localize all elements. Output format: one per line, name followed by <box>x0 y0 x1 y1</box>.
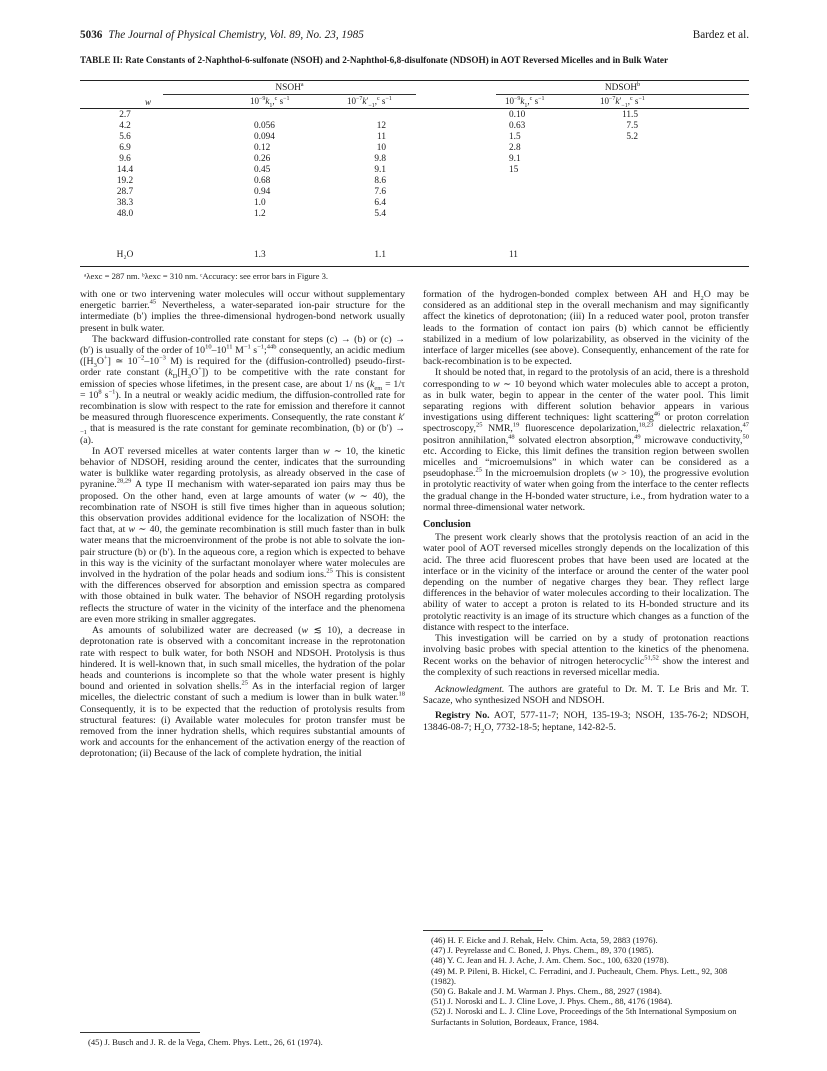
cell-ndsoh-k1: 11 <box>509 250 518 260</box>
cell-w: 9.6 <box>119 154 131 164</box>
ndsoh-group-header: NDSOH$^b$ <box>604 82 641 94</box>
reference-item: (48) Y. C. Jean and H. J. Ache, J. Am. Chem. Soc., 100, 6320 (1978). <box>431 955 669 966</box>
paragraph: The present work clearly shows that the protolysis reaction of an acid in the water pool of AOT reversed micelles strongly depends on the localization of this acid. The three acid fluorescent probes that have been used are located at the interface or in the vicinity of the interface or around the center of the water pool depending on the number of negative charges they bear. They reflect large differences in the behavior of water molecules according to their localization. The ability of water to accept a proton is related to its H-bonded structure and its protolytic reactivity is an image of its structure which changes as a function of the distance with respect to the interface. <box>423 532 749 633</box>
cell-w: 14.4 <box>116 165 134 175</box>
running-header <box>80 29 749 45</box>
cell-nsoh-km1: 11 <box>377 132 386 142</box>
cell-w: 48.0 <box>116 209 134 219</box>
reference-item: (52) J. Noroski and L. J. Cline Love, Proceedings of the 5th International Symposium on Surfactants in Solution, Bordeaux, France, 1984. <box>431 1006 737 1027</box>
reference-item: (51) J. Noroski and L. J. Cline Love, J. Phys. Chem., 88, 4176 (1984). <box>431 996 673 1007</box>
table-bottom-rule <box>80 266 749 267</box>
cell-nsoh-k1: 0.94 <box>254 187 271 197</box>
running-authors: Bardez et al. <box>692 29 749 41</box>
cell-ndsoh-k1: 0.10 <box>509 110 526 120</box>
col-header-ndsoh-k1: $10^{-9}k_1,^c$ $s^{-1}$ <box>505 96 545 109</box>
cell-ndsoh-k1: 0.63 <box>509 121 526 131</box>
cell-nsoh-km1: 6.4 <box>374 198 386 208</box>
reference-item: (49) M. P. Pileni, B. Hickel, C. Ferradini, and J. Pucheault, Chem. Phys. Lett., 92, 308 (1982). <box>431 965 728 986</box>
paragraph: In AOT reversed micelles at water contents larger than w ∼ 10, the kinetic behavior of NDSOH, residing around the center, indicates that the surrounding water is bulklike water regarding protolysis, as already observed in the case of pyranine.$^{28,29}$ A type II mechanism with water-separated ion pairs may thus be proposed. On the other hand, even at large amounts of water (w ∼ 40), the recombination rate of NSOH is still five times higher than in aqueous solution; this observation provides additional evidence for the localization of NSOH: the fact that, at w ∼ 40, the geminate recombination is still much faster than in bulk water means that the microenvironment of the probe is not able to solvate the ion-pair structure (b) or (b′). In the aqueous core, a region which is expected to behave in this way is the vicinity of the surfactant monolayer where water molecules are involved in the hydration of the polar heads and sodium ions.$^{25}$ This is consistent with the differences observed for absorption and emission spectra as compared with those obtained in bulk water. The behavior of NSOH regarding protolysis reflects the structure of water in the vicinity of the interface and the phenomena are even more striking in smaller aggregates. <box>80 445 406 625</box>
col-header-nsoh-km1: $10^{-7}k'_{-1},^c$ $s^{-1}$ <box>347 96 392 109</box>
cell-w: 6.9 <box>119 143 131 153</box>
cell-w: 38.3 <box>116 198 134 208</box>
paragraph: with one or two intervening water molecules will occur without supplementary energetic barrier.$^{45}$ Nevertheless, a water-separated ion-pair structure for the intermediate (b′) implies the three-dimensional hydrogen-bond network usually present in bulk water. <box>80 289 405 334</box>
cell-ndsoh-km1: 7.5 <box>626 121 638 131</box>
col-header-nsoh-k1: $10^{-9}k_1,^c$ $s^{-1}$ <box>250 96 290 109</box>
cell-w: 19.2 <box>116 176 134 186</box>
nsoh-group-header: NSOH$^a$ <box>275 82 304 94</box>
cell-nsoh-k1: 1.2 <box>254 209 266 219</box>
left-references <box>88 1037 405 1047</box>
cell-w: 4.2 <box>119 121 131 131</box>
left-column <box>80 289 405 760</box>
page-number: 5036 <box>80 29 103 41</box>
reference-item: (45) J. Busch and J. R. de la Vega, Chem. Phys. Lett., 26, 61 (1974). <box>88 1037 323 1047</box>
paragraph: The backward diffusion-controlled rate constant for steps (c) → (b) or (c) → (b′) is usually of the order of $10^{10}-10^{11}$ $M^{-1}$ $s^{-1};^{44b}$ consequently, an acidic medium ($[H_3O^+]$ ≃ $10^{-2}-10^{-3}$ M) is required for the (diffusion-controlled) pseudo-first-order rate constant $(k_D[H_3O^+])$ to be competitive with the rate constant for emission of species whose lifetimes, in the present case, are about 1/ ns ($k_{em} = 1/\tau = 10^8$ $s^{-1}$). In a neutral or weakly acidic medium, the diffusion-controlled rate for recombination is slow with respect to the rate for emission and therefore it cannot be measured through fluorescence experiments. Consequently, the rate constant $k'_{-1}$ that is measured is the rate constant for geminate recombination, (b) or (b′) → (a). <box>80 333 405 446</box>
journal-citation: The Journal of Physical Chemistry, Vol. 89, No. 23, 1985 <box>108 29 364 41</box>
table-top-rule <box>80 80 749 81</box>
table-footnote: ᵃλexc = 287 nm. ᵇλexc = 310 nm. ᶜAccuracy: see error bars in Figure 3. <box>84 271 329 281</box>
cell-nsoh-km1: 1.1 <box>374 250 386 260</box>
right-footnote-rule <box>423 930 543 931</box>
cell-nsoh-km1: 7.6 <box>374 187 386 197</box>
cell-w: 5.6 <box>119 132 131 142</box>
cell-nsoh-km1: 8.6 <box>374 176 386 186</box>
cell-nsoh-km1: 10 <box>376 143 386 153</box>
table-header-rule <box>80 108 749 109</box>
col-header-w: w <box>145 97 152 107</box>
table-caption: TABLE II: Rate Constants of 2-Naphthol-6-sulfonate (NSOH) and 2-Naphthol-6,8-disulfonate (NDSOH) in AOT Reversed Micelles and in Bulk Water <box>80 55 669 65</box>
reference-item: (46) H. F. Eicke and J. Rehak, Helv. Chim. Acta, 59, 2883 (1976). <box>431 935 658 945</box>
nsoh-group-rule <box>163 94 416 95</box>
cell-w: 2.7 <box>119 110 131 120</box>
cell-nsoh-km1: 9.8 <box>374 154 386 164</box>
cell-ndsoh-k1: 9.1 <box>509 154 521 164</box>
cell-w: H₂O <box>116 250 134 260</box>
ndsoh-group-rule <box>496 94 749 95</box>
paragraph: As amounts of solubilized water are decreased (w ≲ 10), a decrease in deprotonation rate is observed with a concomitant increase in the reprotonation rate with respect to bulk water, for both NSOH and NDSOH. Protolysis is thus hindered. It is well-known that, in such small micelles, the hydration of the polar heads and counterions is incomplete so that the whole water present is highly bound and oriented in solvation shells.$^{25}$ As in the interfacial region of larger micelles, the dielectric constant of such a medium is lower than in bulk water.$^{18}$ Consequently, it is to be expected that the reduction of protolysis results from structural features: (i) Available water molecules for proton transfer must be removed from the inner hydration shells, which requires substantial amounts of work and accounts for the enhancement of the activation energy of the reaction of deprotonation; (ii) Because of the lack of complete hydration, the initial <box>80 625 405 760</box>
section-heading-conclusion: Conclusion <box>423 519 471 531</box>
cell-ndsoh-k1: 2.8 <box>509 143 521 153</box>
cell-ndsoh-k1: 15 <box>509 165 519 175</box>
cell-nsoh-k1: 1.3 <box>254 250 266 260</box>
paragraph: It should be noted that, in regard to the protolysis of an acid, there is a threshold corresponding to w ∼ 10 beyond which water molecules able to accept a proton, as in bulk water, begin to appear in the center of the water pool. This limit separating regions with different solution behavior appears in various investigations using different techniques: light scattering$^{46}$ or proton correlation spectroscopy,$^{25}$ NMR,$^{19}$ fluorescence depolarization,$^{18,23}$ dielectric relaxation,$^{47}$ positron annihilation,$^{48}$ solvated electron absorption,$^{49}$ microwave conductivity,$^{50}$ etc. According to Eicke, this limit defines the transition region between swollen micelles and “microemulsions” in which water can be considered as a pseudophase.$^{25}$ In the microemulsion droplets (w > 10), the progressive evolution in protolytic reactivity of water when going from the interface to the center reflects the gradual change in the H-bonded water structure, i.e., from hydration water to a normal three-dimensional water network. <box>423 367 750 513</box>
cell-ndsoh-km1: 5.2 <box>626 132 638 142</box>
left-footnote-rule <box>80 1032 200 1033</box>
cell-w: 28.7 <box>116 187 134 197</box>
cell-ndsoh-km1: 11.5 <box>622 110 638 120</box>
paragraph: formation of the hydrogen-bonded complex between AH and $H_2O$ may be considered as an additional step in the overall mechanism and may significantly affect the kinetics of deprotonation; (iii) In a reduced water pool, proton transfer leads to the formation of contact ion pairs (b) which cannot be efficiently stabilized in a medium of low polarizability, as observed in the vicinity of the interface of larger micelles (see above). Consequently, enhancement of the rate for back-recombination is to be expected. <box>423 289 749 368</box>
cell-nsoh-k1: 0.45 <box>254 165 271 175</box>
cell-nsoh-km1: 12 <box>376 121 386 131</box>
cell-nsoh-k1: 0.056 <box>254 121 275 131</box>
acknowledgment: Acknowledgment. The authors are grateful to Dr. M. T. Le Bris and Mr. T. Sacaze, who synthesized NSOH and NDSOH. <box>423 683 749 707</box>
cell-nsoh-km1: 9.1 <box>374 165 386 175</box>
right-column <box>423 289 749 733</box>
reference-item: (50) G. Bakale and J. M. Warman J. Phys. Chem., 88, 2927 (1984). <box>431 986 662 997</box>
cell-nsoh-k1: 0.26 <box>254 154 271 164</box>
cell-nsoh-k1: 0.094 <box>254 132 275 142</box>
paragraph: This investigation will be carried on by a study of protonation reactions involving basic probes with special attention to the kinetics of the phenomena. Recent works on the behavior of nitrogen heterocyclic$^{51,52}$ show the interest and the complexity of such reactions in reversed micellar media. <box>423 633 749 678</box>
col-header-ndsoh-km1: $10^{-7}k'_{-1},^c$ $s^{-1}$ <box>600 96 645 109</box>
registry-numbers: Registry No. AOT, 577-11-7; NOH, 135-19-3; NSOH, 135-76-2; NDSOH, 13846-08-7; $H_2O$, 7732-18-5; heptane, 142-82-5. <box>423 710 749 735</box>
reference-item: (47) J. Peyrelasse and C. Boned, J. Phys. Chem., 89, 370 (1985). <box>431 945 654 956</box>
right-references <box>431 935 749 1027</box>
cell-ndsoh-k1: 1.5 <box>509 132 521 142</box>
cell-nsoh-km1: 5.4 <box>374 209 386 219</box>
cell-nsoh-k1: 0.68 <box>254 176 271 186</box>
cell-nsoh-k1: 0.12 <box>254 143 271 153</box>
cell-nsoh-k1: 1.0 <box>254 198 266 208</box>
